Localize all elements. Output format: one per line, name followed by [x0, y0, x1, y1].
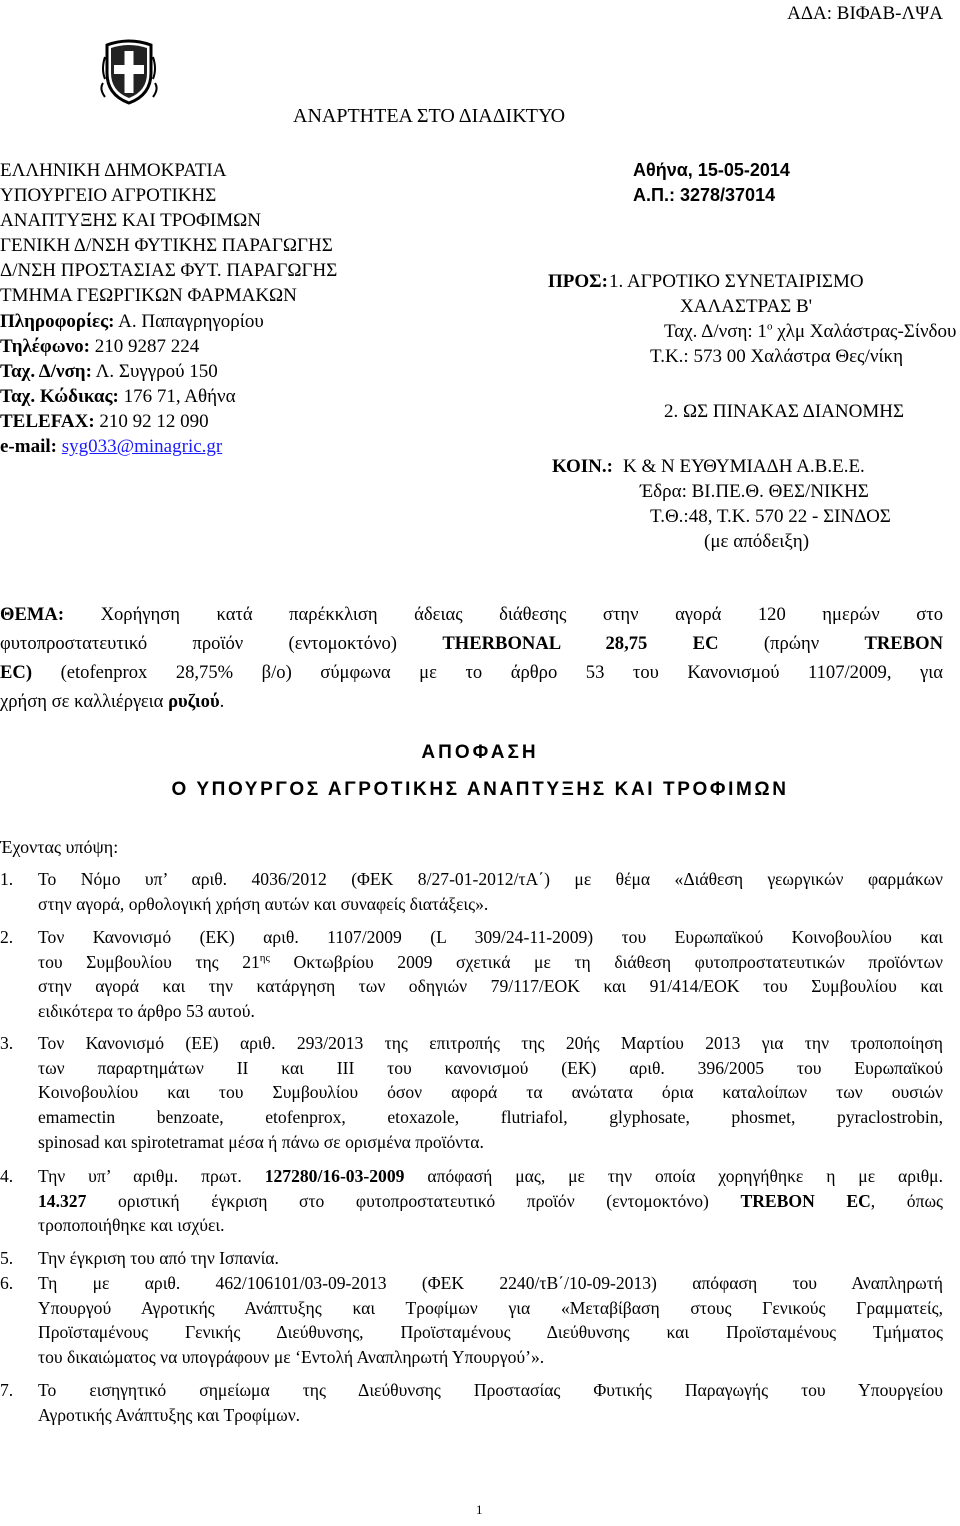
- subject-line: [0, 629, 943, 658]
- subject-text: .: [219, 691, 225, 712]
- postcode-value: 176 71, Αθήνα: [123, 386, 236, 407]
- decision-title: ΑΠΟΦΑΣΗ: [421, 742, 539, 763]
- sender-line: ΓΕΝΙΚΗ Δ/ΝΣΗ ΦΥΤΙΚΗΣ ΠΑΡΑΓΩΓΗΣ: [0, 235, 333, 256]
- contact-info: [0, 311, 264, 333]
- item-line: emamectin benzoate, etofenprox, etoxazole, flutriafol, glyphosate, phosmet, pyraclostrobin,: [38, 1107, 943, 1128]
- item-number: 6.: [0, 1273, 14, 1293]
- recipient-1-address: [664, 321, 956, 343]
- date-line: Αθήνα, 15-05-2014: [633, 160, 790, 180]
- contact-address: [0, 361, 218, 383]
- sender-line: Δ/ΝΣΗ ΠΡΟΣΤΑΣΙΑΣ ΦΥΤ. ΠΑΡΑΓΩΓΗΣ: [0, 260, 338, 281]
- item-line: [38, 1189, 943, 1214]
- info-value: Α. Παπαγρηγορίου: [118, 311, 264, 332]
- internet-posting-note: ΑΝΑΡΤΗΤΕΑ ΣΤΟ ΔΙΑΔΙΚΤΥΟ: [293, 105, 566, 127]
- cc-label: ΚΟΙΝ.:: [552, 456, 613, 477]
- item-text: Την υπ’ αριθμ. πρωτ.: [38, 1166, 242, 1186]
- cc-recipient: Κ & Ν ΕΥΘΥΜΙΑΔΗ Α.Β.Ε.Ε.: [623, 456, 865, 477]
- minister-title: Ο ΥΠΟΥΡΓΟΣ ΑΓΡΟΤΙΚΗΣ ΑΝΑΠΤΥΞΗΣ ΚΑΙ ΤΡΟΦΙΜΩΝ: [171, 779, 789, 800]
- item-text: , όπως: [870, 1190, 943, 1211]
- item-line: [38, 950, 943, 975]
- item-line: τροποποιήθηκε και ισχύει.: [38, 1215, 225, 1236]
- item-line: στην αγορά και την κατάργηση των οδηγιών 79/117/ΕΟΚ και 91/414/ΕΟΚ του Συμβουλίου και: [38, 976, 943, 997]
- item-line: Την έγκριση του από την Ισπανία.: [38, 1248, 279, 1268]
- subject-text: (πρώην: [763, 633, 820, 654]
- product-former-name: TREBON: [864, 633, 943, 654]
- crop-name: ρυζιού: [168, 691, 220, 712]
- item-text: οριστική έγκριση στο φυτοπροστατευτικό προϊόν (εντομοκτόνο): [117, 1190, 709, 1211]
- list-item: [0, 1378, 943, 1427]
- phone-label: Τηλέφωνο:: [0, 336, 90, 357]
- subject-text: φυτοπροστατευτικό προϊόν (εντομοκτόνο): [0, 633, 397, 654]
- recipient-1-address-text: Ταχ. Δ/νση: 1: [664, 321, 767, 342]
- list-item: [0, 1271, 943, 1370]
- contact-email: [0, 436, 222, 458]
- phone-value: 210 9287 224: [94, 336, 200, 357]
- item-text: Οκτωβρίου 2009 σχετικά με τη διάθεση φυτοπροστατευτικών προϊόντων: [293, 951, 943, 972]
- ordinal-sup: ης: [259, 951, 270, 964]
- cc-po-box: Τ.Θ.:48, Τ.Κ. 570 22 - ΣΙΝΔΟΣ: [650, 506, 891, 527]
- subject: [0, 600, 943, 716]
- item-line: ειδικότερα το άρθρο 53 αυτού.: [38, 1001, 255, 1022]
- item-number: 1.: [0, 869, 14, 889]
- item-number: 3.: [0, 1033, 14, 1053]
- item-number: 2.: [0, 927, 14, 947]
- list-item: [0, 1031, 943, 1154]
- contact-postcode: [0, 386, 236, 408]
- item-number: 4.: [0, 1166, 14, 1186]
- item-line: Υπουργού Αγροτικής Ανάπτυξης και Τροφίμων για «Μεταβίβαση στους Γενικούς Γραμματείς,: [38, 1297, 943, 1318]
- list-item: [0, 867, 943, 916]
- item-line: [38, 1164, 943, 1189]
- approval-number: 14.327: [38, 1190, 87, 1211]
- item-line: στην αγορά, ορθολογική χρήση αυτών και συναφείς διατάξεις».: [38, 893, 489, 914]
- item-line: Αγροτικής Ανάπτυξης και Τροφίμων.: [38, 1404, 301, 1425]
- item-line: Το εισηγητικό σημείωμα της Διεύθυνσης Προστασίας Φυτικής Παραγωγής του Υπουργείου: [38, 1380, 943, 1400]
- list-item: [0, 1246, 943, 1271]
- postcode-label: Ταχ. Κώδικας:: [0, 386, 119, 407]
- contact-fax: [0, 411, 209, 433]
- address-label: Ταχ. Δ/νση:: [0, 361, 92, 382]
- item-line: Κοινοβουλίου και του Συμβουλίου όσον αφορά τα ανώτατα όρια καταλοίπων των ουσιών: [38, 1082, 943, 1103]
- to-label: ΠΡΟΣ:: [548, 271, 608, 292]
- recipient-2: 2. ΩΣ ΠΙΝΑΚΑΣ ΔΙΑΝΟΜΗΣ: [664, 401, 905, 422]
- item-line: του δικαιώματος να υπογράφουν με ‘Εντολή Αναπληρωτή Υπουργού’».: [38, 1347, 545, 1368]
- recipient-1-name: ΧΑΛΑΣΤΡΑΣ Β': [680, 296, 813, 317]
- item-line: Προϊσταμένους Γενικής Διεύθυνσης, Προϊσταμένους Διεύθυνσης και Προϊσταμένους Τμήματος: [38, 1322, 943, 1343]
- sender-line: ΑΝΑΠΤΥΞΗΣ ΚΑΙ ΤΡΟΦΙΜΩΝ: [0, 210, 261, 231]
- email-label: e-mail:: [0, 436, 57, 457]
- info-label: Πληροφορίες:: [0, 311, 115, 332]
- recipient-1-postcode: Τ.Κ.: 573 00 Χαλάστρα Θες/νίκη: [650, 346, 904, 367]
- fax-value: 210 92 12 090: [99, 411, 209, 432]
- coat-of-arms-icon: [99, 39, 159, 105]
- address-value: Λ. Συγγρού 150: [95, 361, 218, 382]
- subject-text: (etofenprox 28,75% β/ο) σύμφωνα με το άρθρο 53 του Κανονισμού 1107/2009, για: [60, 662, 943, 683]
- recipient-1-address-rest: χλμ Χαλάστρας-Σίνδου: [772, 321, 957, 342]
- item-number: 5.: [0, 1248, 14, 1268]
- sender-line: ΕΛΛΗΝΙΚΗ ΔΗΜΟΚΡΑΤΙΑ: [0, 160, 227, 181]
- email-link[interactable]: syg033@minagric.gr: [61, 436, 223, 457]
- product-former-name-cont: EC): [0, 662, 33, 683]
- item-text: απόφασή μας, με την οποία χορηγήθηκε η με αριθμ.: [427, 1166, 943, 1186]
- item-line: Το Νόμο υπ’ αριθ. 4036/2012 (ΦΕΚ 8/27-01-2012/τΑ΄) με θέμα «Διάθεση γεωργικών φαρμάκων: [38, 869, 943, 889]
- cc-receipt-note: (με απόδειξη): [704, 531, 810, 552]
- list-item: [0, 1164, 943, 1238]
- subject-line: [0, 658, 943, 687]
- item-line: των παραρτημάτων II και III του κανονισμού (ΕΚ) αριθ. 396/2005 του Ευρωπαϊκού: [38, 1057, 943, 1078]
- ordinal-sup: ο: [766, 320, 773, 333]
- subject-line: [0, 600, 943, 629]
- item-line: spinosad και spirotetramat μέσα ή πάνω σε ορισμένα προϊόντα.: [38, 1131, 484, 1152]
- item-line: Τον Κανονισμό (ΕΚ) αριθ. 1107/2009 (L 309/24-11-2009) του Ευρωπαϊκού Κοινοβουλίου και: [38, 927, 943, 947]
- fax-label: TELEFAX:: [0, 411, 95, 432]
- list-item: [0, 925, 943, 1024]
- ada-code: ΑΔΑ: ΒΙΦΑΒ-ΛΨΑ: [787, 3, 943, 24]
- product-former-name: TREBON EC: [740, 1190, 871, 1211]
- product-name: THERBONAL 28,75 EC: [442, 633, 719, 654]
- subject-text: Χορήγηση κατά παρέκκλιση άδειας διάθεσης στην αγορά 120 ημερών στο: [100, 604, 943, 625]
- subject-text: χρήση σε καλλιέργεια: [0, 691, 164, 712]
- cc-seat: Έδρα: ΒΙ.ΠΕ.Θ. ΘΕΣ/ΝΙΚΗΣ: [640, 481, 869, 502]
- sender-line: ΤΜΗΜΑ ΓΕΩΡΓΙΚΩΝ ΦΑΡΜΑΚΩΝ: [0, 285, 297, 306]
- decision-reference: 127280/16-03-2009: [264, 1166, 405, 1186]
- page-number: 1: [476, 1502, 483, 1517]
- contact-phone: [0, 336, 199, 358]
- item-line: Τη με αριθ. 462/106101/03-09-2013 (ΦΕΚ 2240/τΒ΄/10-09-2013) απόφαση του Αναπληρωτή: [38, 1273, 943, 1293]
- item-number: 7.: [0, 1380, 14, 1400]
- protocol-number: Α.Π.: 3278/37014: [633, 185, 776, 205]
- considering-heading: Έχοντας υπόψη:: [0, 837, 119, 857]
- subject-label: ΘΕΜΑ:: [0, 604, 65, 625]
- item-line: Τον Κανονισμό (ΕΕ) αριθ. 293/2013 της επιτροπής της 20ής Μαρτίου 2013 για την τροποποίηση: [38, 1033, 943, 1053]
- subject-line: [0, 687, 943, 716]
- recipient-1: 1. ΑΓΡΟΤΙΚΟ ΣΥΝΕΤΑΙΡΙΣΜΟ: [609, 271, 864, 292]
- item-text: του Συμβουλίου της 21: [38, 951, 260, 972]
- sender-line: ΥΠΟΥΡΓΕΙΟ ΑΓΡΟΤΙΚΗΣ: [0, 185, 217, 206]
